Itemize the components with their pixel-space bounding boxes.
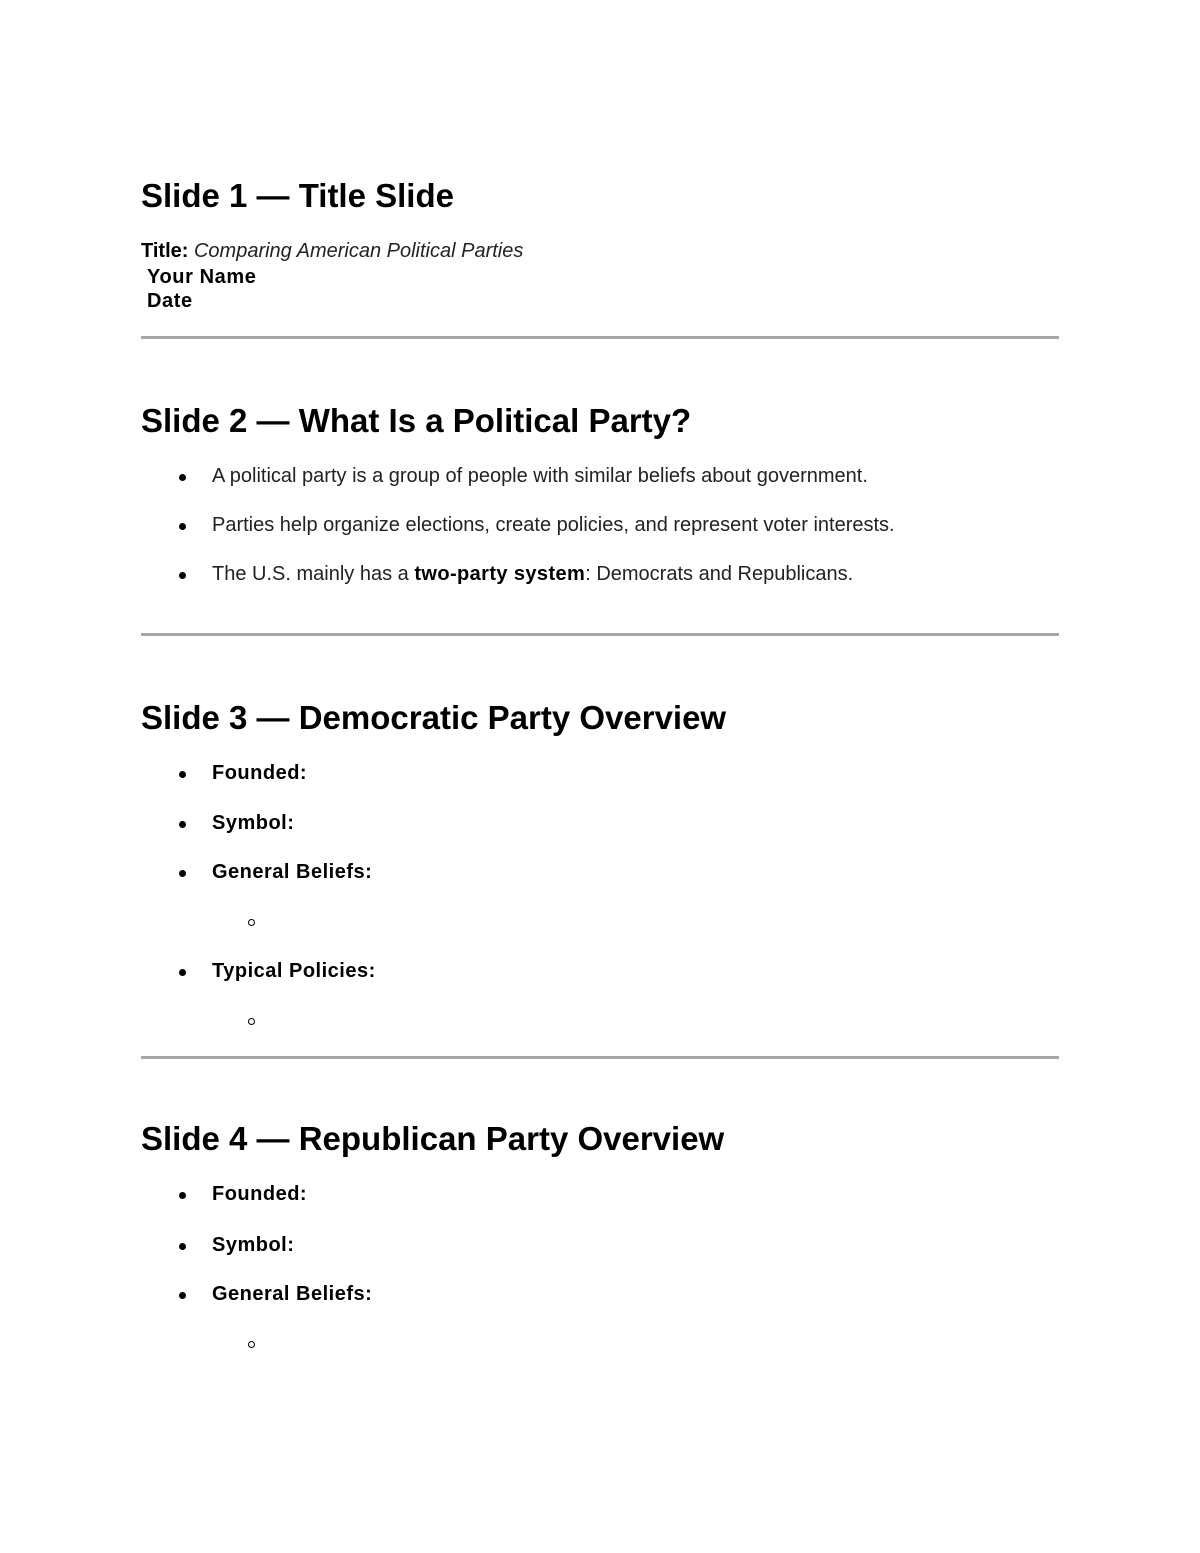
list-item: Founded: (212, 1183, 308, 1205)
slide-3-heading: Slide 3 — Democratic Party Overview (141, 699, 727, 736)
slide-4-heading: Slide 4 — Republican Party Overview (141, 1120, 725, 1157)
title-label: Title: (141, 240, 189, 262)
sub-bullet-icon (248, 919, 255, 926)
bullet-icon (179, 1292, 186, 1299)
list-item: Symbol: (212, 812, 295, 834)
title-value: Comparing American Political Parties (193, 240, 524, 262)
bullet-icon (179, 523, 186, 530)
your-name-line: Your Name (147, 266, 257, 288)
list-item: Parties help organize elections, create policies, and represent voter interests. (212, 514, 895, 536)
slide-1-title-line (141, 239, 523, 263)
list-item: Founded: (212, 762, 308, 784)
bullet-icon (179, 771, 186, 778)
sub-bullet-icon (248, 1018, 255, 1025)
bullet-icon (179, 821, 186, 828)
bullet-icon (179, 572, 186, 579)
divider (141, 633, 1059, 636)
divider (141, 336, 1059, 339)
slide-2-heading: Slide 2 — What Is a Political Party? (141, 402, 692, 439)
divider (141, 1056, 1059, 1059)
date-line: Date (147, 290, 193, 312)
bullet-icon (179, 870, 186, 877)
list-item: A political party is a group of people with similar beliefs about government. (212, 465, 868, 487)
list-item (212, 562, 853, 586)
list-item-text: : Democrats and Republicans. (585, 563, 854, 585)
list-item-text: The U.S. mainly has a (212, 563, 415, 585)
list-item-bold-text: two-party system (414, 563, 586, 585)
bullet-icon (179, 1243, 186, 1250)
list-item: General Beliefs: (212, 861, 373, 883)
bullet-icon (179, 969, 186, 976)
list-item: Typical Policies: (212, 960, 376, 982)
list-item: General Beliefs: (212, 1283, 373, 1305)
list-item: Symbol: (212, 1234, 295, 1256)
sub-bullet-icon (248, 1341, 255, 1348)
slide-1-heading: Slide 1 — Title Slide (141, 177, 454, 214)
bullet-icon (179, 1192, 186, 1199)
bullet-icon (179, 474, 186, 481)
